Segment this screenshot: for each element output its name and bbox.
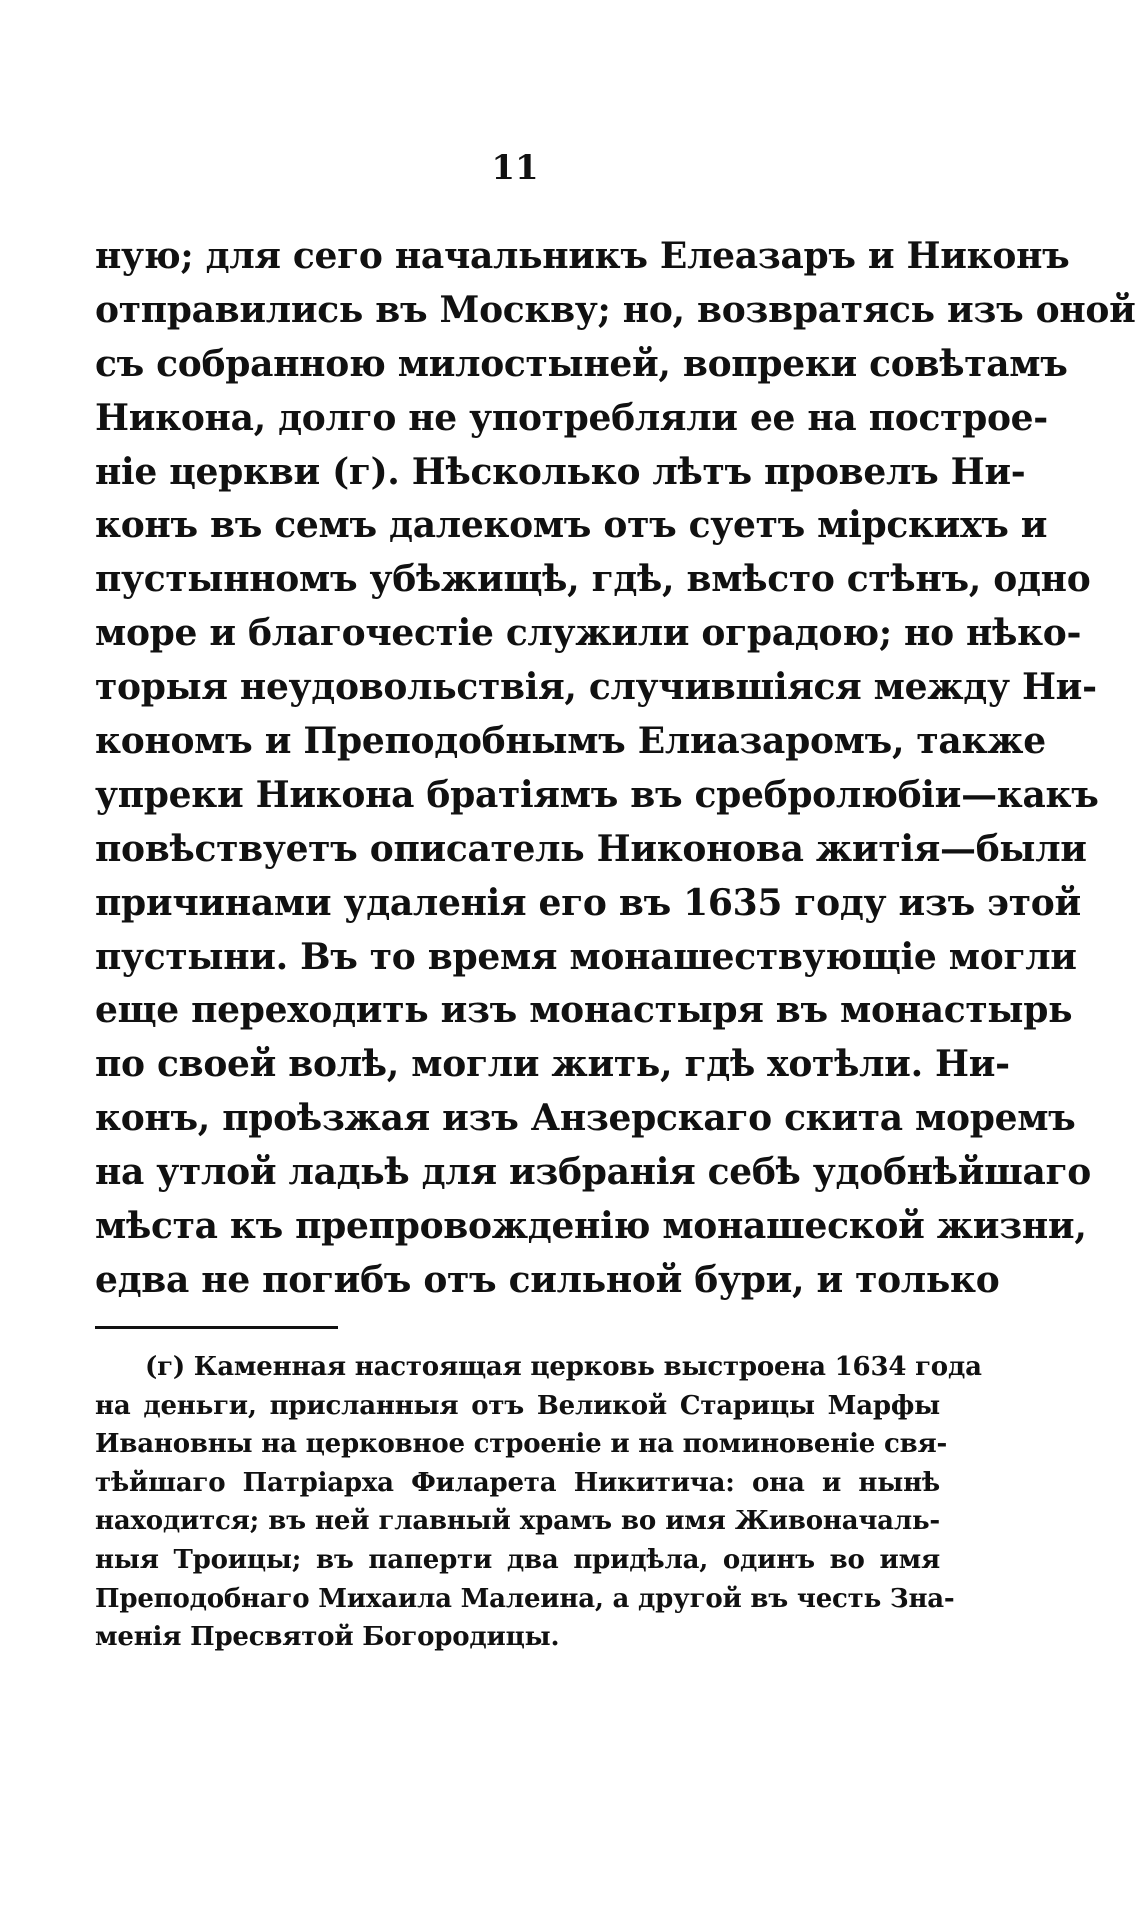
- text-line: Никона, долго не употребляли ее на построе-: [95, 396, 1048, 439]
- footnote-line: (г) Каменная настоящая церковь выстроена 1634 года: [145, 1352, 982, 1382]
- text-line: упреки Никона братіямъ въ сребролюбіи—какъ: [95, 773, 1099, 816]
- text-line: мѣста къ препровожденію монашеской жизни,: [95, 1205, 1087, 1248]
- footnote-line: на деньги, присланныя отъ Великой Старицы Марфы: [95, 1390, 940, 1421]
- footnote-line: Ивановны на церковное строеніе и на поминовеніе свя-: [95, 1429, 948, 1460]
- text-line: на утлой ладьѣ для избранія себѣ удобнѣйшаго: [95, 1151, 1092, 1194]
- footnote-divider: [95, 1326, 338, 1329]
- text-line: по своей волѣ, могли жить, гдѣ хотѣли. Ни-: [95, 1043, 1010, 1086]
- footnote-block: [95, 1348, 982, 1657]
- text-line: причинами удаленія его въ 1635 году изъ этой: [95, 881, 1081, 924]
- footnote-line: находится; въ ней главный храмъ во имя Живоначаль-: [95, 1506, 940, 1537]
- text-line: ную; для сего начальникъ Елеазаръ и Никонъ: [95, 235, 1070, 277]
- footnote-line: тѣйшаго Патріарха Филарета Никитича: она и нынѣ: [95, 1467, 940, 1498]
- main-text-block: [95, 230, 1136, 1308]
- text-line: торыя неудовольствія, случившіяся между Ни-: [95, 666, 1097, 709]
- text-line: съ собранною милостыней, вопреки совѣтамъ: [95, 342, 1068, 385]
- text-line: ніе церкви (г). Нѣсколько лѣтъ провелъ Ни-: [95, 450, 1026, 493]
- text-line: пустынномъ убѣжищѣ, гдѣ, вмѣсто стѣнъ, одно: [95, 558, 1091, 601]
- text-line: отправились въ Москву; но, возвратясь изъ оной: [95, 288, 1136, 331]
- footnote-line: менія Пресвятой Богородицы.: [95, 1622, 560, 1653]
- text-line: еще переходить изъ монастыря въ монастырь: [95, 989, 1073, 1032]
- text-line: пустыни. Въ то время монашествующіе могли: [95, 935, 1077, 978]
- footnote-line: Преподобнаго Михаила Малеина, а другой въ честь Зна-: [95, 1583, 955, 1614]
- page-number: 11: [491, 148, 539, 188]
- text-line: едва не погибъ отъ сильной бури, и только: [95, 1258, 1000, 1301]
- text-line: повѣствуетъ описатель Никонова житія—были: [95, 827, 1087, 870]
- footnote-line: ныя Троицы; въ паперти два придѣла, одинъ во имя: [95, 1544, 940, 1575]
- text-line: конъ въ семъ далекомъ отъ суетъ мірскихъ и: [95, 504, 1048, 547]
- text-line: конъ, проѣзжая изъ Анзерскаго скита моремъ: [95, 1097, 1076, 1140]
- text-line: море и благочестіе служили оградою; но нѣко-: [95, 612, 1082, 655]
- text-line: кономъ и Преподобнымъ Елиазаромъ, также: [95, 720, 1046, 763]
